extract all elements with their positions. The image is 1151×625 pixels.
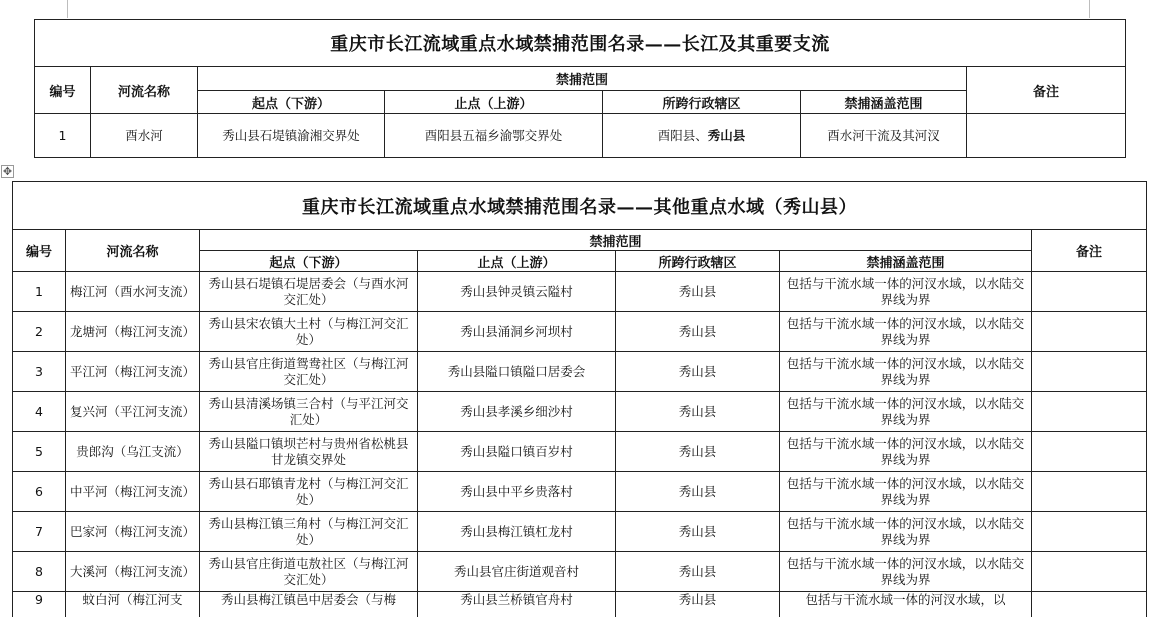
table-other-waters — [12, 181, 1147, 622]
table-row — [13, 352, 1147, 392]
cell-start: 秀山县石耶镇青龙村（与梅江河交汇处） — [200, 472, 418, 512]
cell-district: 秀山县 — [616, 272, 780, 312]
page-bottom-edge — [0, 617, 1151, 625]
cell-scope: 包括与干流水域一体的河汊水域，以水陆交界线为界 — [780, 272, 1032, 312]
cell-district: 秀山县 — [616, 512, 780, 552]
cell-scope: 包括与干流水域一体的河汊水域，以水陆交界线为界 — [780, 432, 1032, 472]
table-row — [13, 512, 1147, 552]
cell-end: 秀山县中平乡贵落村 — [418, 472, 616, 512]
cell-district: 秀山县 — [616, 432, 780, 472]
table-main-rivers — [34, 19, 1126, 158]
cell-note — [1032, 392, 1147, 432]
cell-river: 中平河（梅江河支流） — [66, 472, 200, 512]
header-start: 起点（下游） — [198, 91, 385, 114]
cell-river: 梅江河（酉水河支流） — [66, 272, 200, 312]
cell-no: 8 — [13, 552, 66, 592]
cell-end: 秀山县钟灵镇云隘村 — [418, 272, 616, 312]
cell-scope: 包括与干流水域一体的河汊水域，以水陆交界线为界 — [780, 392, 1032, 432]
cell-scope: 包括与干流水域一体的河汊水域，以水陆交界线为界 — [780, 552, 1032, 592]
table-row — [13, 472, 1147, 512]
cell-district — [603, 114, 801, 158]
header-river: 河流名称 — [91, 67, 198, 114]
cell-note — [1032, 472, 1147, 512]
cell-no: 4 — [13, 392, 66, 432]
header-district: 所跨行政辖区 — [616, 251, 780, 272]
cell-end: 秀山县兰桥镇官舟村 — [418, 592, 616, 622]
header-note: 备注 — [1032, 230, 1147, 272]
cell-scope: 包括与干流水域一体的河汊水域，以水陆交界线为界 — [780, 512, 1032, 552]
cell-end: 秀山县官庄街道观音村 — [418, 552, 616, 592]
cell-river: 平江河（梅江河支流） — [66, 352, 200, 392]
cell-note — [1032, 552, 1147, 592]
cell-start: 秀山县梅江镇三角村（与梅江河交汇处） — [200, 512, 418, 552]
cell-district: 秀山县 — [616, 592, 780, 622]
table1-title: 重庆市长江流域重点水域禁捕范围名录——长江及其重要支流 — [35, 20, 1126, 67]
cell-river: 龙塘河（梅江河支流） — [66, 312, 200, 352]
cell-no: 6 — [13, 472, 66, 512]
cell-scope: 包括与干流水域一体的河汊水域，以水陆交界线为界 — [780, 472, 1032, 512]
cell-scope: 包括与干流水域一体的河汊水域，以 — [780, 592, 1032, 622]
header-range: 禁捕范围 — [200, 230, 1032, 251]
cell-river: 蚊白河（梅江河支 — [66, 592, 200, 622]
table-row — [13, 392, 1147, 432]
cell-note — [1032, 352, 1147, 392]
cell-district: 秀山县 — [616, 312, 780, 352]
cell-no: 1 — [35, 114, 91, 158]
cell-start: 秀山县梅江镇邑中居委会（与梅 — [200, 592, 418, 622]
cell-note — [1032, 272, 1147, 312]
cell-district: 秀山县 — [616, 552, 780, 592]
cell-no: 7 — [13, 512, 66, 552]
cell-no: 9 — [13, 592, 66, 622]
table-row — [13, 272, 1147, 312]
table-row — [13, 552, 1147, 592]
table-row — [13, 312, 1147, 352]
cell-scope: 酉水河干流及其河汊 — [801, 114, 967, 158]
cell-no: 3 — [13, 352, 66, 392]
header-no: 编号 — [13, 230, 66, 272]
cell-no: 2 — [13, 312, 66, 352]
table-row — [13, 432, 1147, 472]
table-row — [35, 114, 1126, 158]
cell-start: 秀山县宋农镇大土村（与梅江河交汇处） — [200, 312, 418, 352]
cell-district: 秀山县 — [616, 352, 780, 392]
header-district: 所跨行政辖区 — [603, 91, 801, 114]
cell-end: 秀山县隘口镇隘口居委会 — [418, 352, 616, 392]
cell-start: 秀山县官庄街道鸳鸯社区（与梅江河交汇处） — [200, 352, 418, 392]
cell-start: 秀山县石堤镇石堤居委会（与酉水河交汇处） — [200, 272, 418, 312]
header-range: 禁捕范围 — [198, 67, 967, 91]
header-end: 止点（上游） — [385, 91, 603, 114]
cell-scope: 包括与干流水域一体的河汊水域，以水陆交界线为界 — [780, 352, 1032, 392]
cell-start: 秀山县官庄街道屯敖社区（与梅江河交汇处） — [200, 552, 418, 592]
cell-river: 酉水河 — [91, 114, 198, 158]
cell-river: 大溪河（梅江河支流） — [66, 552, 200, 592]
margin-guide-right — [1089, 0, 1090, 18]
cell-note — [1032, 432, 1147, 472]
cell-river: 复兴河（平江河支流） — [66, 392, 200, 432]
cell-start: 秀山县隘口镇坝芒村与贵州省松桃县甘龙镇交界处 — [200, 432, 418, 472]
cell-end: 秀山县隘口镇百岁村 — [418, 432, 616, 472]
cell-no: 5 — [13, 432, 66, 472]
cell-end: 酉阳县五福乡渝鄂交界处 — [385, 114, 603, 158]
cell-river: 巴家河（梅江河支流） — [66, 512, 200, 552]
cell-river: 贵郎沟（乌江支流） — [66, 432, 200, 472]
cell-note — [967, 114, 1126, 158]
header-no: 编号 — [35, 67, 91, 114]
header-start: 起点（下游） — [200, 251, 418, 272]
cell-end: 秀山县梅江镇杠龙村 — [418, 512, 616, 552]
cell-end: 秀山县涌洞乡河坝村 — [418, 312, 616, 352]
header-river: 河流名称 — [66, 230, 200, 272]
cell-district: 秀山县 — [616, 472, 780, 512]
table2-title: 重庆市长江流域重点水域禁捕范围名录——其他重点水域（秀山县） — [13, 182, 1147, 230]
cell-end: 秀山县孝溪乡细沙村 — [418, 392, 616, 432]
header-scope: 禁捕涵盖范围 — [780, 251, 1032, 272]
district-part-b: 秀山县 — [707, 127, 746, 143]
header-end: 止点（上游） — [418, 251, 616, 272]
move-handle-icon[interactable]: ✥ — [2, 165, 13, 178]
header-note: 备注 — [967, 67, 1126, 114]
cell-no: 1 — [13, 272, 66, 312]
margin-guide-left — [67, 0, 68, 18]
cell-note — [1032, 312, 1147, 352]
cell-district: 秀山县 — [616, 392, 780, 432]
header-scope: 禁捕涵盖范围 — [801, 91, 967, 114]
cell-note — [1032, 512, 1147, 552]
cell-scope: 包括与干流水域一体的河汊水域，以水陆交界线为界 — [780, 312, 1032, 352]
cell-start: 秀山县石堤镇渝湘交界处 — [198, 114, 385, 158]
district-part-a: 酉阳县、 — [657, 127, 708, 143]
cell-start: 秀山县清溪场镇三合村（与平江河交汇处） — [200, 392, 418, 432]
